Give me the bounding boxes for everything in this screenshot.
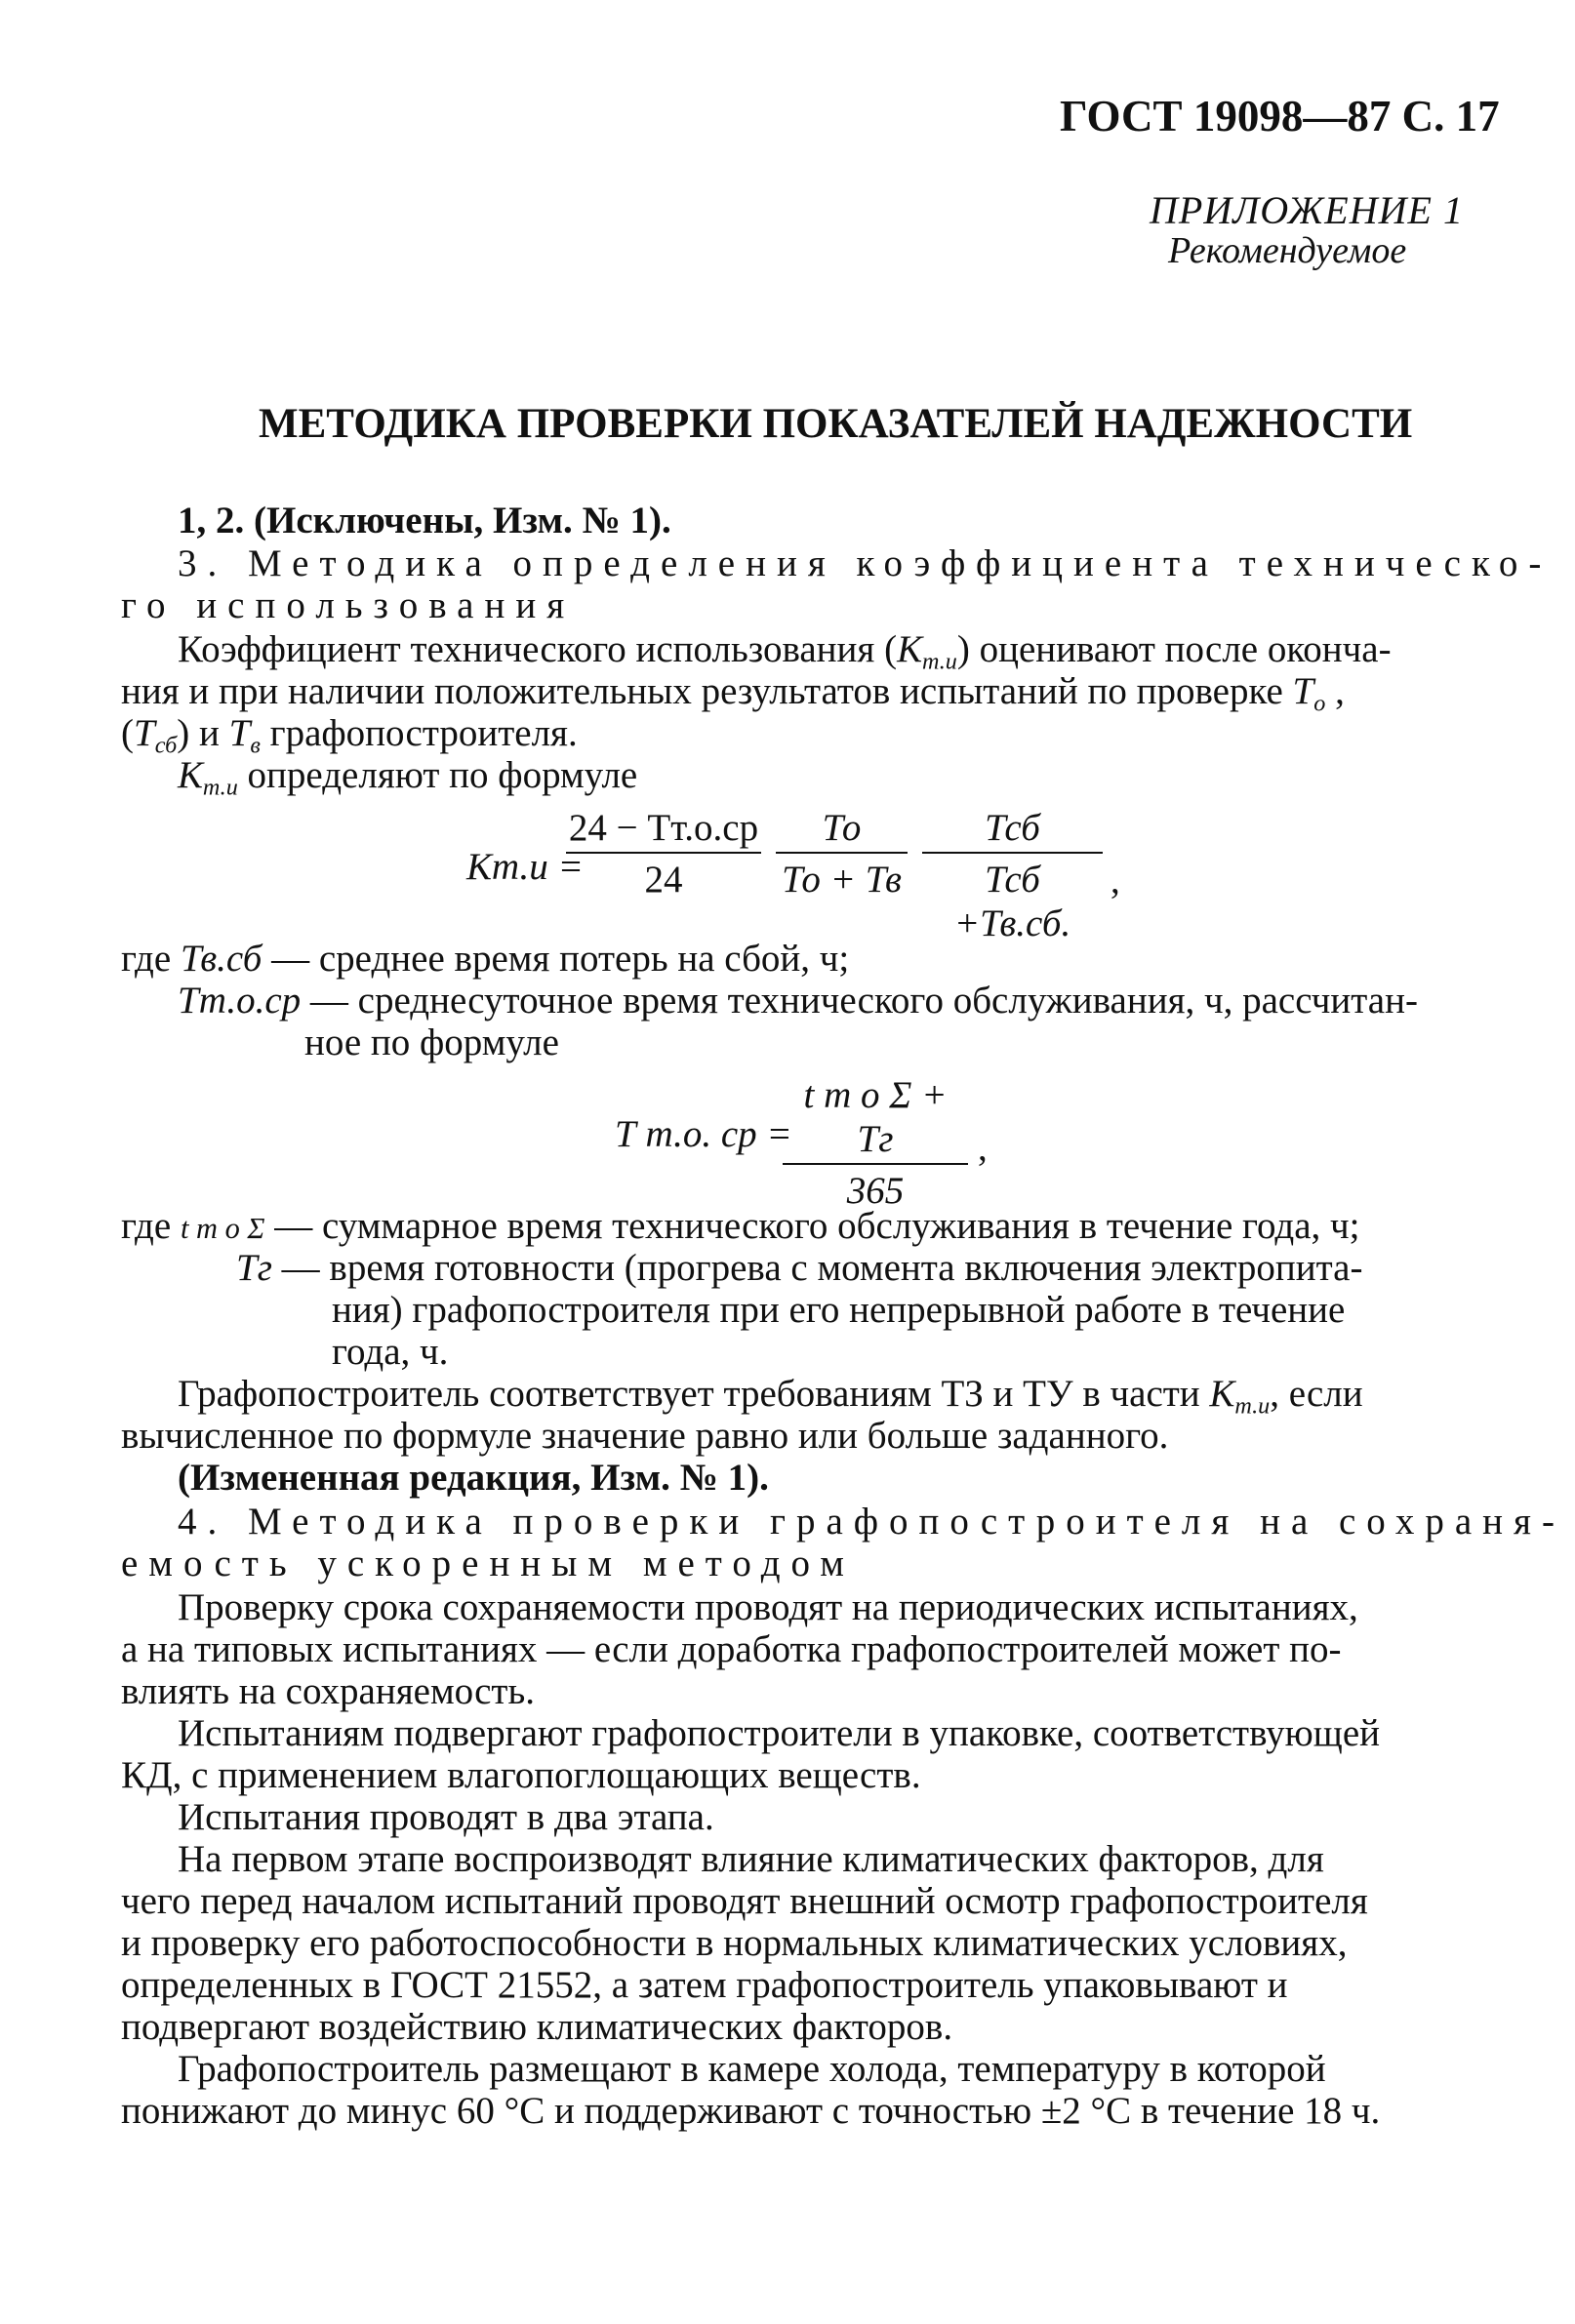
definition-tg: Тг — время готовности (прогрева с момента включения электропита- [236, 1247, 1363, 1289]
excluded-items-note: 1, 2. (Исключены, Изм. № 1). [178, 500, 671, 541]
paragraph-line: Испытания проводят в два этапа. [178, 1796, 714, 1838]
paragraph-line: $(Т_{сб})$ и $Т_в$ графопостроителя. [121, 712, 578, 759]
definition-tg-cont: года, ч. [332, 1331, 449, 1373]
section-3-heading-line-2: го использования [121, 584, 576, 626]
appendix-label: ПРИЛОЖЕНИЕ 1 [1150, 188, 1464, 232]
section-4-heading-line-2: емость ускоренным методом [121, 1543, 855, 1584]
definition-tosr: Тт.о.ср — среднесуточное время технического обслуживания, ч, рассчитан- [178, 980, 1418, 1022]
paragraph-line: чего перед началом испытаний проводят внешний осмотр графопостроителя [121, 1880, 1368, 1922]
formula-tosr-fraction: t т о Σ + Тг 365 [783, 1073, 968, 1213]
section-3-heading-line-1: 3. Методика определения коэффициента техническо- [178, 542, 1553, 584]
paragraph-line: Коэффициент технического использования $(К_{т.и})$ оценивают после оконча- [178, 628, 1392, 675]
paragraph-line: ния и при наличии положительных результатов испытаний по проверке $Т_о$ , [121, 670, 1345, 717]
paragraph-line: влиять на сохраняемость. [121, 1670, 535, 1712]
formula-tosr-lhs: Т т.о. ср = [615, 1113, 792, 1155]
formula-kti-lhs: Кт.и = [466, 846, 584, 888]
paragraph-line: и проверку его работоспособности в нормальных климатических условиях, [121, 1922, 1348, 1964]
paragraph-line: а на типовых испытаниях — если доработка графопостроителей может по- [121, 1628, 1342, 1670]
definition-tg-cont: ния) графопостроителя при его непрерывной работе в течение [332, 1289, 1346, 1331]
appendix-status: Рекомендуемое [1168, 230, 1407, 271]
paragraph-line: КД, с применением влагопоглощающих веществ. [121, 1754, 921, 1796]
paragraph-line: вычисленное по формуле значение равно или больше заданного. [121, 1415, 1169, 1457]
paragraph-line: Испытаниям подвергают графопостроители в упаковке, соответствующей [178, 1712, 1381, 1754]
formula-kti-comma: , [1111, 860, 1120, 902]
section-title: МЕТОДИКА ПРОВЕРКИ ПОКАЗАТЕЛЕЙ НАДЕЖНОСТИ [259, 401, 1413, 447]
paragraph-line: определенных в ГОСТ 21552, а затем графопостроитель упаковывают и [121, 1964, 1288, 2006]
definition-tvsb: где Тв.сб — среднее время потерь на сбой, ч; [121, 938, 850, 980]
paragraph-line: подвергают воздействию климатических факторов. [121, 2006, 953, 2048]
paragraph-line: понижают до минус 60 °С и поддерживают с точностью ±2 °С в течение 18 ч. [121, 2090, 1381, 2132]
formula-kti-fraction-3: Тсб Тсб +Тв.сб. [922, 806, 1103, 945]
formula-kti-fraction-2: То То + Тв [776, 806, 908, 902]
paragraph-line: Графопостроитель соответствует требованиям ТЗ и ТУ в части $К_{т.и}$, если [178, 1373, 1363, 1420]
formula-tosr-comma: , [978, 1127, 988, 1169]
paragraph-line: Проверку срока сохраняемости проводят на периодических испытаниях, [178, 1586, 1358, 1628]
definition-tosr-cont: ное по формуле [304, 1022, 559, 1063]
definition-tto-sum: где t т о Σ — суммарное время технического обслуживания в течение года, ч; [121, 1205, 1360, 1247]
section-4-heading-line-1: 4. Методика проверки графопостроителя на сохраня- [178, 1501, 1565, 1543]
paragraph-line: $К_{т.и}$ определяют по формуле [178, 754, 638, 801]
paragraph-line: Графопостроитель размещают в камере холода, температуру в которой [178, 2048, 1326, 2090]
standard-page-header: ГОСТ 19098—87 С. 17 [1060, 92, 1500, 140]
paragraph-line: На первом этапе воспроизводят влияние климатических факторов, для [178, 1838, 1324, 1880]
revision-note: (Измененная редакция, Изм. № 1). [178, 1457, 769, 1499]
formula-kti-fraction-1: 24 − Тт.о.ср 24 [566, 806, 761, 902]
